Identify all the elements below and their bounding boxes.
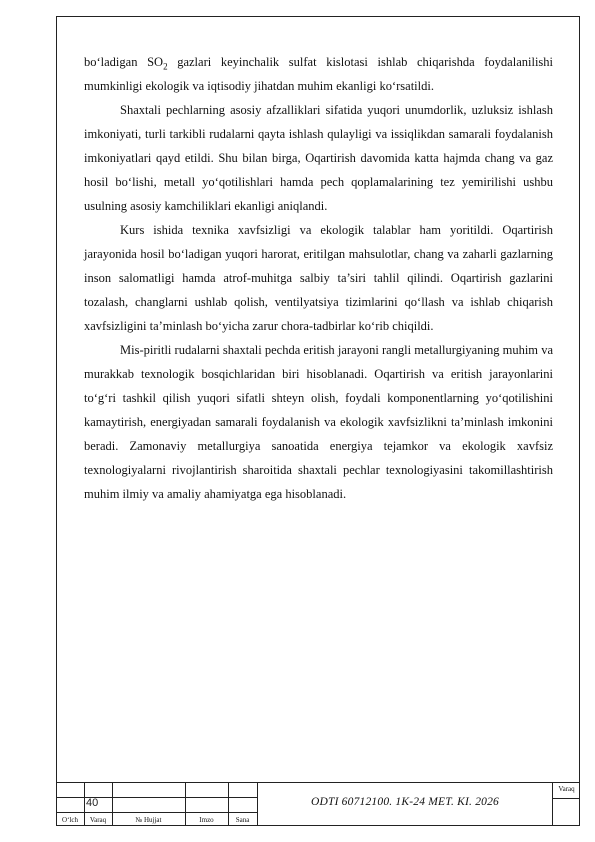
- paragraph-1: [84, 50, 553, 98]
- stamp-row-line: [552, 798, 580, 799]
- label-olch: O‘lch: [62, 816, 78, 824]
- paragraph-1-end: gazlari keyinchalik sulfat kislotasi ishlab chiqarishda foydalanilishi mumkinligi ekologik va iqtisodiy jihatdan muhim ekanligi ko‘rsatildi.: [84, 55, 554, 93]
- document-code: ODTI 60712100. 1K-24 MET. KI. 2026: [310, 796, 500, 808]
- paragraph-4: Mis-piritli rudalarni shaxtali pechda eritish jarayoni rangli metallurgiyaning muhim va murakkab texnologik bosqichlaridan biri hisoblanadi. Oqartirish va eritish jarayonlarini to‘g‘ri tashkil qilish yuqori sifatli shteyn olish, foydali komponentlarning yo‘qotilishini kamaytirish, energiyadan samarali foydalanish va ekologik xavfsizlikni ta’minlash imkonini beradi. Zamonaviy metallurgiya sanoatida energiya tejamkor va ekologik xavfsiz texnologiyalarni rivojlantirish sharoitida shaxtali pechlar texnologiyasini takomillashtirish muhim ilmiy va amaliy ahamiyatga ega hisoblanadi.: [84, 343, 553, 501]
- title-block-stamp: [56, 782, 580, 826]
- subscript-2: 2: [163, 61, 168, 72]
- sheet-label: Varaq: [558, 785, 575, 793]
- label-imzo: Imzo: [199, 816, 214, 824]
- label-sana: Sana: [235, 816, 250, 824]
- paragraph-3: Kurs ishida texnika xavfsizligi va ekologik talablar ham yoritildi. Oqartirish jarayonida hosil bo‘ladigan yuqori harorat, eritilgan mahsulotlar, chang va zaharli gazlarning inson salomatligi hamda atrof-muhitga salbiy ta’siri tahlil qilindi. Oqartirish gazlarini tozalash, changlarni ushlab qolish, ventilyatsiya tizimlarini qo‘llash va ishlab chiqarish xavfsizligini ta’minlash bo‘yicha zarur chora-tadbirlar ko‘rib chiqildi.: [84, 223, 553, 333]
- paragraph-2: Shaxtali pechlarning asosiy afzalliklari sifatida yuqori unumdorlik, uzluksiz ishlash imkoniyati, turli tarkibli rudalarni qayta ishlash qulayligi va issiqlikdan samarali foydalanish imkoniyatlari qayd etildi. Shu bilan birga, Oqartirish davomida katta hajmda chang va gaz hosil bo‘lishi, metall yo‘qotilishlari hamda pech qoplamalarining tez yemirilishi ushbu usulning asosiy kamchiliklari ekanligi aniqlandi.: [84, 103, 553, 213]
- document-body: [84, 50, 553, 506]
- paragraph-1-start: bo‘ladigan SO: [84, 55, 164, 69]
- label-varaq: Varaq: [89, 816, 107, 824]
- page-number: 40: [86, 797, 99, 809]
- label-hujjat: № Hujjat: [135, 816, 162, 824]
